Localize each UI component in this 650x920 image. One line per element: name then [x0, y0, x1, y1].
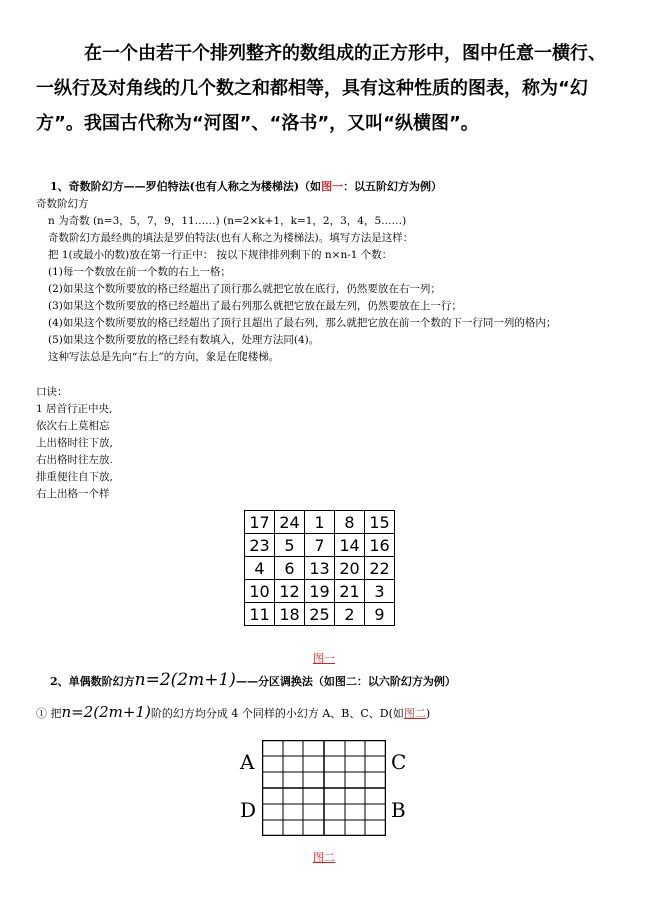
- magic-square-cell: 14: [335, 534, 365, 557]
- figure2-caption[interactable]: 图二: [313, 851, 335, 864]
- intro-text: 在一个由若干个排列整齐的数组成的正方形中，图中任意一横行、一纵行及对角线的几个数之和都相等，具有这种性质的图表，称为“幻方”。我国古代称为“河图”、“洛书”，又叫“纵横图”。: [36, 43, 606, 134]
- intro-paragraph: [36, 36, 620, 141]
- koujue-line: 排重便往自下放,: [36, 471, 113, 483]
- magic-square-cell: 13: [305, 557, 335, 580]
- magic-square-5x5: [244, 510, 395, 626]
- magic-square-cell: 16: [365, 534, 395, 557]
- magic-square-cell: 15: [365, 511, 395, 534]
- figure1-caption[interactable]: 图一: [313, 652, 335, 665]
- section2-heading: 2、单偶数阶幻方n=2(2m+1)——分区调换法（如图二：以六阶幻方为例）: [50, 670, 456, 690]
- magic-square-cell: 21: [335, 580, 365, 603]
- body-line: 奇数阶幻方最经典的填法是罗伯特法(也有人称之为楼梯法)。填写方法是这样：: [48, 232, 414, 244]
- magic-square-cell: 17: [245, 511, 275, 534]
- koujue-line: 1 居首行正中央,: [36, 403, 113, 415]
- body-line: (5)如果这个数所要放的格已经有数填入，处理方法同(4)。: [48, 334, 320, 346]
- formula: n=2(2m+1): [134, 670, 236, 690]
- formula: n=2(2m+1): [61, 703, 151, 721]
- magic-square-cell: 1: [305, 511, 335, 534]
- magic-square-cell: 18: [275, 603, 305, 626]
- magic-square-cell: 4: [245, 557, 275, 580]
- koujue-line: 上出格时往下放,: [36, 437, 113, 449]
- magic-square-cell: 8: [335, 511, 365, 534]
- magic-square-cell: 23: [245, 534, 275, 557]
- magic-square-cell: 2: [335, 603, 365, 626]
- magic-square-cell: 3: [365, 580, 395, 603]
- quadrant-label-d: D: [240, 798, 257, 822]
- body-line: (2)如果这个数所要放的格已经超出了顶行那么就把它放在底行，仍然要放在右一列；: [48, 283, 441, 295]
- body-line: (4)如果这个数所要放的格已经超出了顶行且超出了最右列，那么就把它放在前一个数的下一行同一列的格内；: [48, 317, 557, 329]
- body-line: 奇数阶幻方: [36, 198, 89, 210]
- magic-square-cell: 5: [275, 534, 305, 557]
- body-line: (1)每一个数放在前一个数的右上一格；: [48, 266, 231, 278]
- quadrant-label-b: B: [391, 798, 406, 822]
- grid-6x6: [262, 740, 386, 836]
- magic-square-cell: 25: [305, 603, 335, 626]
- magic-square-cell: 24: [275, 511, 305, 534]
- quadrant-label-c: C: [391, 750, 407, 774]
- figure1-ref[interactable]: 图一: [321, 180, 344, 193]
- magic-square-cell: 12: [275, 580, 305, 603]
- section1-body: [36, 196, 556, 366]
- figure2-ref[interactable]: 图二: [403, 707, 426, 720]
- magic-square-cell: 19: [305, 580, 335, 603]
- body-line: 把 1(或最小的数)放在第一行正中： 按以下规律排列剩下的 n×n-1 个数：: [48, 249, 393, 261]
- koujue-line: 依次右上莫相忘: [36, 420, 110, 432]
- koujue-line: 右出格时往左放.: [36, 454, 113, 466]
- quadrant-label-a: A: [240, 750, 255, 774]
- koujue-mnemonic: [36, 384, 113, 503]
- magic-square-cell: 20: [335, 557, 365, 580]
- koujue-line: 右上出格一个样: [36, 488, 110, 500]
- magic-square-cell: 22: [365, 557, 395, 580]
- magic-square-cell: 7: [305, 534, 335, 557]
- koujue-line: 口诀：: [36, 386, 68, 398]
- section2-step1: ① 把n=2(2m+1)阶的幻方均分成 4 个同样的小幻方 A、B、C、D(如图二): [36, 703, 431, 721]
- body-line: n 为奇数 (n=3，5，7，9，11……) (n=2×k+1，k=1，2，3，4，5……): [48, 215, 407, 227]
- body-line: 这种写法总是先向“右上”的方向，象是在爬楼梯。: [48, 351, 280, 363]
- body-line: (3)如果这个数所要放的格已经超出了最右列那么就把它放在最左列，仍然要放在上一行；: [48, 300, 462, 312]
- magic-square-cell: 9: [365, 603, 395, 626]
- magic-square-cell: 11: [245, 603, 275, 626]
- magic-square-cell: 10: [245, 580, 275, 603]
- magic-square-cell: 6: [275, 557, 305, 580]
- section1-heading: 1、奇数阶幻方——罗伯特法(也有人称之为楼梯法)（如图一：以五阶幻方为例）: [50, 180, 443, 193]
